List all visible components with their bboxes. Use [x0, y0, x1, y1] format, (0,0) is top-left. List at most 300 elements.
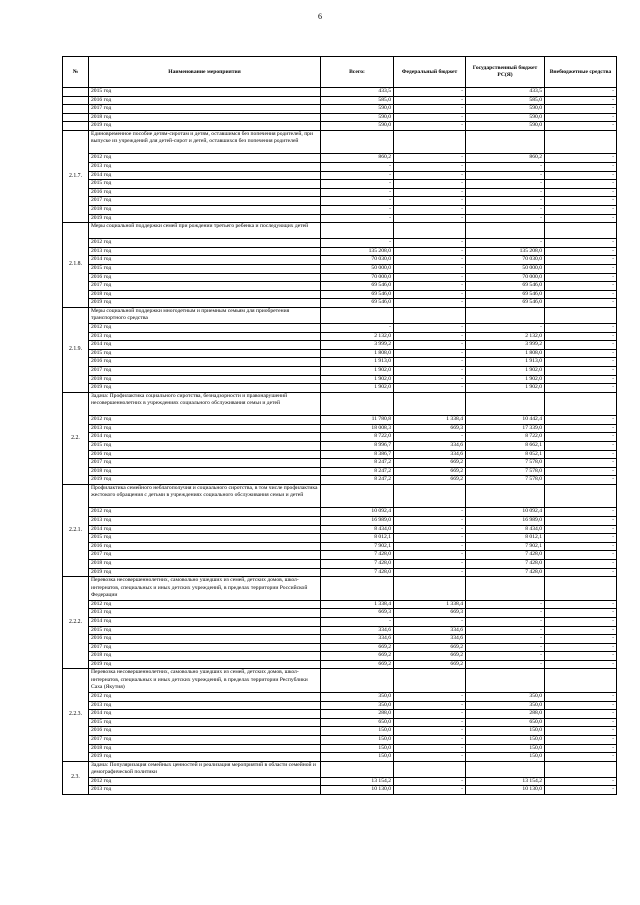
- year-row: [63, 349, 617, 358]
- regional-value: -: [466, 609, 545, 618]
- federal-value: 334,6: [394, 635, 466, 644]
- extra-value: -: [545, 163, 617, 172]
- empty-cell: [466, 307, 545, 323]
- section-row: [63, 761, 617, 777]
- item-number-cell: [63, 88, 89, 97]
- year-row: [63, 113, 617, 122]
- total-value: 69 546,0: [321, 299, 394, 308]
- year-row: [63, 476, 617, 485]
- federal-value: 669,2: [394, 459, 466, 468]
- federal-value: -: [394, 534, 466, 543]
- year-label: 2018 год: [89, 652, 321, 661]
- year-label: 2014 год: [89, 171, 321, 180]
- year-label: 2013 год: [89, 332, 321, 341]
- budget-table: [62, 56, 617, 795]
- federal-value: -: [394, 349, 466, 358]
- extra-value: -: [545, 626, 617, 635]
- extra-value: -: [545, 450, 617, 459]
- year-label: 2013 год: [89, 701, 321, 710]
- year-row: [63, 735, 617, 744]
- year-label: 2015 год: [89, 442, 321, 451]
- regional-value: -: [466, 163, 545, 172]
- extra-value: -: [545, 358, 617, 367]
- total-value: 18 008,3: [321, 424, 394, 433]
- year-label: 2017 год: [89, 459, 321, 468]
- federal-value: -: [394, 282, 466, 291]
- total-value: -: [321, 171, 394, 180]
- year-label: 2013 год: [89, 609, 321, 618]
- empty-cell: [545, 223, 617, 239]
- year-label: 2014 год: [89, 341, 321, 350]
- year-label: 2014 год: [89, 710, 321, 719]
- year-label: 2016 год: [89, 96, 321, 105]
- year-row: [63, 626, 617, 635]
- year-row: [63, 332, 617, 341]
- extra-value: -: [545, 692, 617, 701]
- empty-cell: [466, 484, 545, 508]
- year-label: 2014 год: [89, 617, 321, 626]
- regional-value: 350,0: [466, 692, 545, 701]
- empty-cell: [545, 307, 617, 323]
- total-value: 334,6: [321, 635, 394, 644]
- total-value: 860,2: [321, 154, 394, 163]
- page-number: 6: [318, 12, 322, 21]
- total-value: -: [321, 214, 394, 223]
- item-number: 2.3.: [63, 761, 89, 794]
- year-label: 2016 год: [89, 450, 321, 459]
- year-row: [63, 534, 617, 543]
- federal-value: 334,6: [394, 442, 466, 451]
- federal-value: -: [394, 256, 466, 265]
- year-row: [63, 551, 617, 560]
- year-label: 2016 год: [89, 188, 321, 197]
- table-body: [63, 88, 617, 795]
- empty-cell: [394, 577, 466, 601]
- extra-value: -: [545, 710, 617, 719]
- empty-cell: [466, 392, 545, 416]
- empty-cell: [394, 484, 466, 508]
- regional-value: 7 578,0: [466, 459, 545, 468]
- extra-value: -: [545, 517, 617, 526]
- extra-value: -: [545, 282, 617, 291]
- year-label: 2019 год: [89, 299, 321, 308]
- year-row: [63, 265, 617, 274]
- item-number-cell: [63, 113, 89, 122]
- federal-value: -: [394, 299, 466, 308]
- year-label: 2016 год: [89, 727, 321, 736]
- total-value: 69 546,0: [321, 290, 394, 299]
- federal-value: -: [394, 171, 466, 180]
- total-value: 8 434,0: [321, 525, 394, 534]
- year-label: 2015 год: [89, 626, 321, 635]
- year-label: 2018 год: [89, 290, 321, 299]
- federal-value: -: [394, 113, 466, 122]
- year-row: [63, 701, 617, 710]
- regional-value: 1 913,0: [466, 358, 545, 367]
- year-row: [63, 416, 617, 425]
- empty-cell: [466, 223, 545, 239]
- regional-value: 7 428,0: [466, 551, 545, 560]
- empty-cell: [321, 577, 394, 601]
- item-description: Меры социальной поддержки семей при рождении третьего ребенка и последующих детей: [89, 223, 321, 239]
- year-label: 2014 год: [89, 525, 321, 534]
- regional-value: 650,0: [466, 718, 545, 727]
- total-value: 1 902,0: [321, 375, 394, 384]
- year-label: 2013 год: [89, 163, 321, 172]
- total-value: 590,0: [321, 113, 394, 122]
- year-row: [63, 384, 617, 393]
- item-description: Перевозка несовершеннолетних, самовольно ушедших из семей, детских домов, школ-интернатов, специальных и иных детских учреждений, в пределах территории Республики Саха (Якутия): [89, 669, 321, 693]
- federal-value: 669,2: [394, 467, 466, 476]
- extra-value: -: [545, 476, 617, 485]
- year-row: [63, 299, 617, 308]
- regional-value: 70 000,0: [466, 273, 545, 282]
- year-label: 2013 год: [89, 424, 321, 433]
- total-value: 8 722,0: [321, 433, 394, 442]
- regional-value: -: [466, 197, 545, 206]
- extra-value: -: [545, 551, 617, 560]
- year-label: 2015 год: [89, 534, 321, 543]
- total-value: 10 092,4: [321, 508, 394, 517]
- extra-value: -: [545, 718, 617, 727]
- year-row: [63, 273, 617, 282]
- total-value: -: [321, 197, 394, 206]
- section-row: [63, 484, 617, 508]
- year-row: [63, 568, 617, 577]
- extra-value: -: [545, 459, 617, 468]
- federal-value: -: [394, 542, 466, 551]
- year-row: [63, 105, 617, 114]
- extra-value: -: [545, 534, 617, 543]
- federal-value: -: [394, 206, 466, 215]
- year-row: [63, 753, 617, 762]
- header-no: №: [63, 57, 89, 88]
- regional-value: 7 428,0: [466, 560, 545, 569]
- federal-value: -: [394, 551, 466, 560]
- year-label: 2016 год: [89, 358, 321, 367]
- total-value: 70 000,0: [321, 273, 394, 282]
- extra-value: -: [545, 568, 617, 577]
- year-label: 2012 год: [89, 323, 321, 332]
- empty-cell: [466, 761, 545, 777]
- year-label: 2018 год: [89, 113, 321, 122]
- year-label: 2017 год: [89, 643, 321, 652]
- total-value: 1 902,0: [321, 366, 394, 375]
- total-value: -: [321, 206, 394, 215]
- regional-value: 2 132,0: [466, 332, 545, 341]
- extra-value: -: [545, 105, 617, 114]
- total-value: 1 902,0: [321, 384, 394, 393]
- federal-value: 1 338,4: [394, 416, 466, 425]
- regional-value: 288,0: [466, 710, 545, 719]
- empty-cell: [394, 761, 466, 777]
- empty-cell: [545, 130, 617, 154]
- empty-cell: [321, 669, 394, 693]
- federal-value: -: [394, 247, 466, 256]
- year-label: 2013 год: [89, 517, 321, 526]
- empty-cell: [466, 669, 545, 693]
- year-label: 2019 год: [89, 122, 321, 131]
- total-value: 1 913,0: [321, 358, 394, 367]
- regional-value: -: [466, 180, 545, 189]
- total-value: 7 428,0: [321, 551, 394, 560]
- year-row: [63, 188, 617, 197]
- extra-value: -: [545, 635, 617, 644]
- regional-value: 8 434,0: [466, 525, 545, 534]
- total-value: 7 428,0: [321, 560, 394, 569]
- year-row: [63, 433, 617, 442]
- regional-value: 69 546,0: [466, 290, 545, 299]
- federal-value: 669,2: [394, 476, 466, 485]
- empty-cell: [466, 577, 545, 601]
- year-row: [63, 652, 617, 661]
- empty-cell: [321, 484, 394, 508]
- federal-value: -: [394, 214, 466, 223]
- year-row: [63, 206, 617, 215]
- federal-value: -: [394, 341, 466, 350]
- year-row: [63, 424, 617, 433]
- year-row: [63, 163, 617, 172]
- regional-value: 150,0: [466, 735, 545, 744]
- extra-value: -: [545, 727, 617, 736]
- extra-value: -: [545, 424, 617, 433]
- year-label: 2018 год: [89, 375, 321, 384]
- year-row: [63, 341, 617, 350]
- year-label: 2015 год: [89, 265, 321, 274]
- federal-value: 334,6: [394, 626, 466, 635]
- empty-cell: [394, 307, 466, 323]
- item-description: Перевозка несовершеннолетних, самовольно ушедших из семей, детских домов, школ-интернатов, специальных и иных детских учреждений, в пределах территории Российской Федерации: [89, 577, 321, 601]
- year-row: [63, 450, 617, 459]
- total-value: 150,0: [321, 753, 394, 762]
- year-row: [63, 290, 617, 299]
- total-value: 8 386,7: [321, 450, 394, 459]
- extra-value: -: [545, 154, 617, 163]
- federal-value: -: [394, 239, 466, 248]
- federal-value: -: [394, 88, 466, 97]
- regional-value: 590,0: [466, 105, 545, 114]
- year-label: 2017 год: [89, 282, 321, 291]
- extra-value: -: [545, 96, 617, 105]
- extra-value: -: [545, 188, 617, 197]
- total-value: 433,5: [321, 88, 394, 97]
- federal-value: -: [394, 188, 466, 197]
- total-value: -: [321, 180, 394, 189]
- section-row: [63, 669, 617, 693]
- year-label: 2015 год: [89, 349, 321, 358]
- total-value: -: [321, 188, 394, 197]
- regional-value: 69 546,0: [466, 282, 545, 291]
- federal-value: -: [394, 122, 466, 131]
- regional-value: 17 339,0: [466, 424, 545, 433]
- year-row: [63, 609, 617, 618]
- extra-value: -: [545, 375, 617, 384]
- regional-value: -: [466, 323, 545, 332]
- regional-value: -: [466, 617, 545, 626]
- extra-value: -: [545, 247, 617, 256]
- year-row: [63, 786, 617, 795]
- total-value: 669,2: [321, 652, 394, 661]
- extra-value: -: [545, 433, 617, 442]
- total-value: 10 130,0: [321, 786, 394, 795]
- year-row: [63, 256, 617, 265]
- item-number: 2.1.7.: [63, 130, 89, 222]
- year-label: 2019 год: [89, 568, 321, 577]
- regional-value: 10 092,4: [466, 508, 545, 517]
- regional-value: -: [466, 643, 545, 652]
- item-number: 2.2.3.: [63, 669, 89, 761]
- year-row: [63, 467, 617, 476]
- federal-value: 669,2: [394, 660, 466, 669]
- year-row: [63, 560, 617, 569]
- federal-value: 1 338,4: [394, 600, 466, 609]
- federal-value: -: [394, 154, 466, 163]
- total-value: 13 154,2: [321, 777, 394, 786]
- regional-value: -: [466, 206, 545, 215]
- year-row: [63, 366, 617, 375]
- total-value: 2 132,0: [321, 332, 394, 341]
- federal-value: -: [394, 692, 466, 701]
- extra-value: -: [545, 239, 617, 248]
- regional-value: 1 902,0: [466, 375, 545, 384]
- regional-value: 860,2: [466, 154, 545, 163]
- year-label: 2012 год: [89, 239, 321, 248]
- regional-value: -: [466, 635, 545, 644]
- extra-value: -: [545, 113, 617, 122]
- regional-value: -: [466, 660, 545, 669]
- federal-value: 669,2: [394, 643, 466, 652]
- year-row: [63, 710, 617, 719]
- regional-value: -: [466, 214, 545, 223]
- item-description: Единовременное пособие детям-сиротам и детям, оставшимся без попечения родителей, при выпуске из учреждений для детей-сирот и детей, оставшихся без попечения родителей: [89, 130, 321, 154]
- empty-cell: [394, 223, 466, 239]
- extra-value: -: [545, 753, 617, 762]
- total-value: 8 996,7: [321, 442, 394, 451]
- federal-value: -: [394, 96, 466, 105]
- regional-value: 69 546,0: [466, 299, 545, 308]
- extra-value: -: [545, 88, 617, 97]
- extra-value: -: [545, 206, 617, 215]
- item-number: 2.1.9.: [63, 307, 89, 392]
- year-row: [63, 727, 617, 736]
- total-value: 69 546,0: [321, 282, 394, 291]
- year-label: 2012 год: [89, 600, 321, 609]
- year-row: [63, 459, 617, 468]
- extra-value: -: [545, 660, 617, 669]
- federal-value: -: [394, 701, 466, 710]
- regional-value: -: [466, 188, 545, 197]
- total-value: 150,0: [321, 735, 394, 744]
- extra-value: -: [545, 332, 617, 341]
- federal-value: -: [394, 197, 466, 206]
- item-number-cell: [63, 96, 89, 105]
- extra-value: -: [545, 256, 617, 265]
- federal-value: -: [394, 290, 466, 299]
- year-row: [63, 542, 617, 551]
- year-row: [63, 88, 617, 97]
- year-row: [63, 508, 617, 517]
- total-value: 7 902,1: [321, 542, 394, 551]
- extra-value: -: [545, 744, 617, 753]
- federal-value: -: [394, 560, 466, 569]
- empty-cell: [545, 669, 617, 693]
- year-row: [63, 517, 617, 526]
- federal-value: -: [394, 517, 466, 526]
- year-label: 2012 год: [89, 154, 321, 163]
- year-row: [63, 525, 617, 534]
- regional-value: 585,0: [466, 96, 545, 105]
- total-value: 7 428,0: [321, 568, 394, 577]
- year-row: [63, 180, 617, 189]
- year-label: 2018 год: [89, 560, 321, 569]
- item-number-cell: [63, 105, 89, 114]
- extra-value: -: [545, 617, 617, 626]
- regional-value: 3 999,2: [466, 341, 545, 350]
- total-value: 590,0: [321, 122, 394, 131]
- year-label: 2016 год: [89, 635, 321, 644]
- year-row: [63, 282, 617, 291]
- item-description: Меры социальной поддержки многодетным и приемным семьям для приобретения транспортного средства: [89, 307, 321, 323]
- federal-value: -: [394, 744, 466, 753]
- total-value: 288,0: [321, 710, 394, 719]
- empty-cell: [545, 484, 617, 508]
- federal-value: -: [394, 735, 466, 744]
- empty-cell: [321, 307, 394, 323]
- year-row: [63, 154, 617, 163]
- federal-value: -: [394, 753, 466, 762]
- header-row: [63, 57, 617, 88]
- total-value: 150,0: [321, 744, 394, 753]
- total-value: 1 338,4: [321, 600, 394, 609]
- extra-value: -: [545, 171, 617, 180]
- item-description: Задача: Профилактика социального сиротства, безнадзорности и правонарушений несовершеннолетних в учреждениях социального обслуживания семьи и детей: [89, 392, 321, 416]
- regional-value: 10 442,4: [466, 416, 545, 425]
- year-label: 2018 год: [89, 744, 321, 753]
- extra-value: -: [545, 467, 617, 476]
- year-row: [63, 214, 617, 223]
- federal-value: -: [394, 617, 466, 626]
- extra-value: -: [545, 341, 617, 350]
- federal-value: -: [394, 105, 466, 114]
- regional-value: 8 052,1: [466, 450, 545, 459]
- total-value: 350,0: [321, 701, 394, 710]
- regional-value: -: [466, 171, 545, 180]
- extra-value: -: [545, 735, 617, 744]
- year-label: 2015 год: [89, 88, 321, 97]
- total-value: 8 247,2: [321, 467, 394, 476]
- year-label: 2012 год: [89, 416, 321, 425]
- regional-value: 1 808,0: [466, 349, 545, 358]
- header-total: Всего:: [321, 57, 394, 88]
- federal-value: -: [394, 323, 466, 332]
- extra-value: -: [545, 600, 617, 609]
- regional-value: 13 154,2: [466, 777, 545, 786]
- section-row: [63, 307, 617, 323]
- empty-cell: [545, 392, 617, 416]
- regional-value: 135 208,0: [466, 247, 545, 256]
- total-value: 150,0: [321, 727, 394, 736]
- year-row: [63, 660, 617, 669]
- federal-value: -: [394, 375, 466, 384]
- year-label: 2019 год: [89, 384, 321, 393]
- extra-value: -: [545, 197, 617, 206]
- total-value: 11 780,8: [321, 416, 394, 425]
- header-name: Наименование мероприятия: [89, 57, 321, 88]
- extra-value: -: [545, 560, 617, 569]
- total-value: 650,0: [321, 718, 394, 727]
- section-row: [63, 577, 617, 601]
- extra-value: -: [545, 652, 617, 661]
